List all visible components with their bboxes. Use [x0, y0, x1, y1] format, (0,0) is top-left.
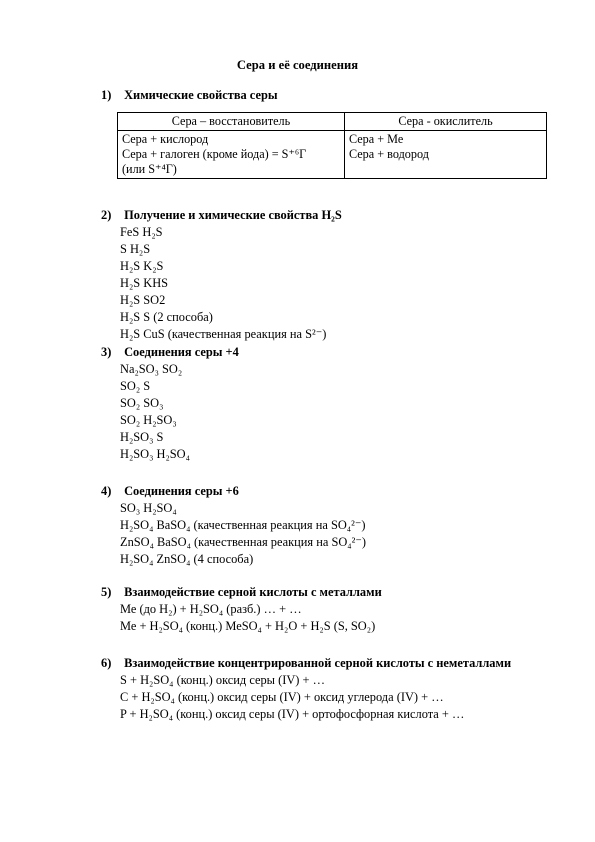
reaction-line: H₂S SO2	[120, 293, 166, 307]
section-3-number: 3)	[101, 345, 112, 359]
reaction-line: C + H₂SO₄ (конц.) оксид серы (IV) + оксид углерода (IV) + …	[120, 690, 444, 704]
reaction-line: SO₂ SO₃	[120, 396, 164, 410]
oxidizer-cell	[345, 131, 547, 179]
section-1-heading	[101, 88, 278, 103]
reaction-line: S H₂S	[120, 242, 151, 256]
section-4-number: 4)	[101, 484, 112, 498]
sulfur-properties-table	[117, 112, 547, 179]
section-6-title: Взаимодействие концентрированной серной кислоты с неметаллами	[124, 656, 512, 670]
section-2-title: Получение и химические свойства H₂S	[124, 208, 342, 222]
reaction-line: H₂SO₃ H₂SO₄	[120, 447, 190, 461]
section-5-heading	[101, 585, 382, 600]
section-3-title: Соединения серы +4	[124, 345, 239, 359]
section-1-title: Химические свойства серы	[124, 88, 278, 102]
section-6-list	[120, 672, 464, 723]
section-6-heading	[101, 656, 511, 671]
reducer-line: Сера + кислород	[122, 132, 209, 146]
reaction-line: SO₂ S	[120, 379, 151, 393]
section-5-title: Взаимодействие серной кислоты с металлами	[124, 585, 382, 599]
reaction-line: H₂SO₄ ZnSO₄ (4 способа)	[120, 552, 254, 566]
section-3-list	[120, 361, 190, 463]
reaction-line: H₂S K₂S	[120, 259, 164, 273]
reducer-cell	[118, 131, 345, 179]
section-6-number: 6)	[101, 656, 112, 670]
section-2-number: 2)	[101, 208, 112, 222]
section-1-number: 1)	[101, 88, 112, 102]
oxidizer-line: Сера + Ме	[349, 132, 404, 146]
reaction-line: SO₂ H₂SO₃	[120, 413, 177, 427]
reducer-column-header: Сера – восстановитель	[118, 113, 345, 131]
section-2-heading	[101, 208, 342, 223]
reaction-line: SO₃ H₂SO₄	[120, 501, 177, 515]
reaction-line: P + H₂SO₄ (конц.) оксид серы (IV) + ортофосфорная кислота + …	[120, 707, 465, 721]
reducer-line: Сера + галоген (кроме йода) = S⁺⁶Г	[122, 147, 307, 161]
reaction-line: Ме (до H₂) + H₂SO₄ (разб.) … + …	[120, 602, 302, 616]
section-4-title: Соединения серы +6	[124, 484, 239, 498]
reaction-line: FeS H₂S	[120, 225, 163, 239]
reaction-line: H₂S S (2 способа)	[120, 310, 213, 324]
reaction-line: H₂S CuS (качественная реакция на S²⁻)	[120, 327, 327, 341]
reaction-line: H₂SO₄ BaSO₄ (качественная реакция на SO₄²⁻)	[120, 518, 366, 532]
oxidizer-column-header: Сера - окислитель	[345, 113, 547, 131]
section-4-list	[120, 500, 366, 568]
reaction-line: Ме + H₂SO₄ (конц.) МеSO₄ + H₂O + H₂S (S, SO₂)	[120, 619, 376, 633]
reaction-line: H₂S KHS	[120, 276, 169, 290]
reaction-line: H₂SO₃ S	[120, 430, 164, 444]
section-3-heading	[101, 345, 239, 360]
section-5-list	[120, 601, 375, 635]
reducer-line: (или S⁺⁴Г)	[122, 162, 177, 176]
reaction-line: S + H₂SO₄ (конц.) оксид серы (IV) + …	[120, 673, 326, 687]
reaction-line: Na₂SO₃ SO₂	[120, 362, 183, 376]
oxidizer-line: Сера + водород	[349, 147, 429, 161]
section-4-heading	[101, 484, 239, 499]
reaction-line: ZnSO₄ BaSO₄ (качественная реакция на SO₄²⁻)	[120, 535, 366, 549]
document-title: Сера и её соединения	[236, 58, 359, 72]
section-2-list	[120, 224, 326, 343]
section-5-number: 5)	[101, 585, 112, 599]
